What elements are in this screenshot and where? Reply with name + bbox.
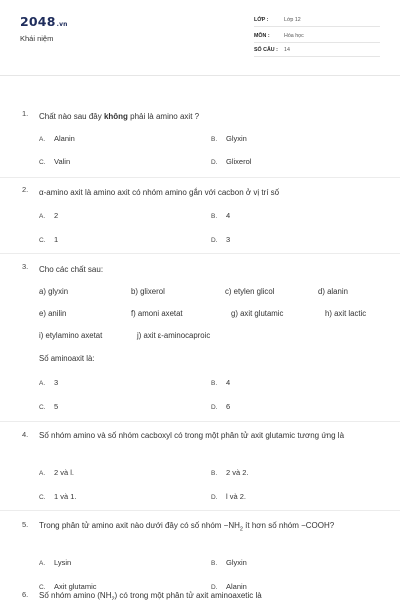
option-a[interactable]: A. 2: [39, 211, 59, 220]
option-b[interactable]: B. 4: [211, 378, 231, 387]
meta-class-value: Lớp 12: [284, 17, 301, 23]
meta-class-label: LỚP :: [254, 17, 269, 23]
substance-item: h) axit lactic: [325, 309, 367, 318]
option-d[interactable]: D. l và 2.: [211, 492, 247, 501]
meta-subject-value: Hóa học: [284, 33, 304, 39]
question-number: 5.: [22, 520, 29, 529]
question-text: α-amino axit là amino axit có nhóm amino gắn với cacbon ở vị trí số: [39, 188, 280, 197]
substance-item: a) glyxin: [39, 287, 69, 296]
option-c[interactable]: C. 1: [39, 235, 59, 244]
substance-item: c) etylen glicol: [225, 287, 275, 296]
question-text: Chất nào sau đây không phải là amino axit ?: [39, 112, 200, 121]
question-number: 3.: [22, 262, 29, 271]
question-divider: [0, 421, 400, 422]
option-a[interactable]: A. Alanin: [39, 134, 75, 143]
worksheet-header: [0, 0, 400, 74]
meta-class: [254, 13, 380, 27]
meta-count-value: 14: [284, 47, 290, 53]
option-c[interactable]: C. 5: [39, 402, 59, 411]
substance-item: j) axit ε-aminocaproic: [137, 331, 211, 340]
topic-title: Khái niệm: [20, 34, 54, 43]
question-number: 4.: [22, 430, 29, 439]
meta-count-label: SỐ CÂU :: [254, 47, 278, 53]
option-a[interactable]: A. Lysin: [39, 558, 72, 567]
option-c[interactable]: C. 1 và 1.: [39, 492, 77, 501]
question-text: Số nhóm amino $(NH_2)$ có trong một phân tử axit aminoaxetic là: [39, 591, 262, 600]
question-text: Trong phân tử amino axit nào dưới đây có số nhóm $-NH_2$ ít hơn số nhóm −COOH?: [39, 521, 335, 533]
substance-item: i) etylamino axetat: [39, 331, 103, 340]
question-divider: [0, 253, 400, 254]
meta-subject: [254, 29, 380, 43]
sub-question-text: Số aminoaxit là:: [39, 354, 95, 363]
question-number: 1.: [22, 109, 29, 118]
meta-subject-label: MÔN :: [254, 33, 270, 39]
substance-item: b) glixerol: [131, 287, 165, 296]
meta-question-count: [254, 43, 380, 57]
option-b[interactable]: B. 2 và 2.: [211, 468, 249, 477]
question-6: [0, 588, 400, 600]
option-b[interactable]: B. Glyxin: [211, 558, 247, 567]
option-d[interactable]: D. Alanin: [211, 582, 247, 591]
option-d[interactable]: D. 6: [211, 402, 231, 411]
option-c[interactable]: C. Axit glutamic: [39, 582, 97, 591]
question-divider: [0, 177, 400, 178]
question-text: Số nhóm amino và số nhóm cacboxyl có trong một phân tử axit glutamic tương ứng là: [39, 431, 345, 440]
site-logo[interactable]: 2048.vn: [20, 14, 68, 29]
option-c[interactable]: C. Valin: [39, 157, 71, 166]
question-number: 6.: [22, 590, 29, 599]
option-a[interactable]: A. 2 và l.: [39, 468, 75, 477]
substance-item: g) axit glutamic: [231, 309, 284, 318]
option-d[interactable]: D. Glixerol: [211, 157, 252, 166]
option-b[interactable]: B. 4: [211, 211, 231, 220]
question-number: 2.: [22, 185, 29, 194]
substance-item: e) anilin: [39, 309, 67, 318]
option-a[interactable]: A. 3: [39, 378, 59, 387]
header-divider: [0, 75, 400, 76]
question-text: Cho các chất sau:: [39, 265, 104, 274]
option-b[interactable]: B. Glyxin: [211, 134, 247, 143]
substance-item: d) alanin: [318, 287, 348, 296]
option-d[interactable]: D. 3: [211, 235, 231, 244]
question-divider: [0, 510, 400, 511]
substance-item: f) amoni axetat: [131, 309, 183, 318]
